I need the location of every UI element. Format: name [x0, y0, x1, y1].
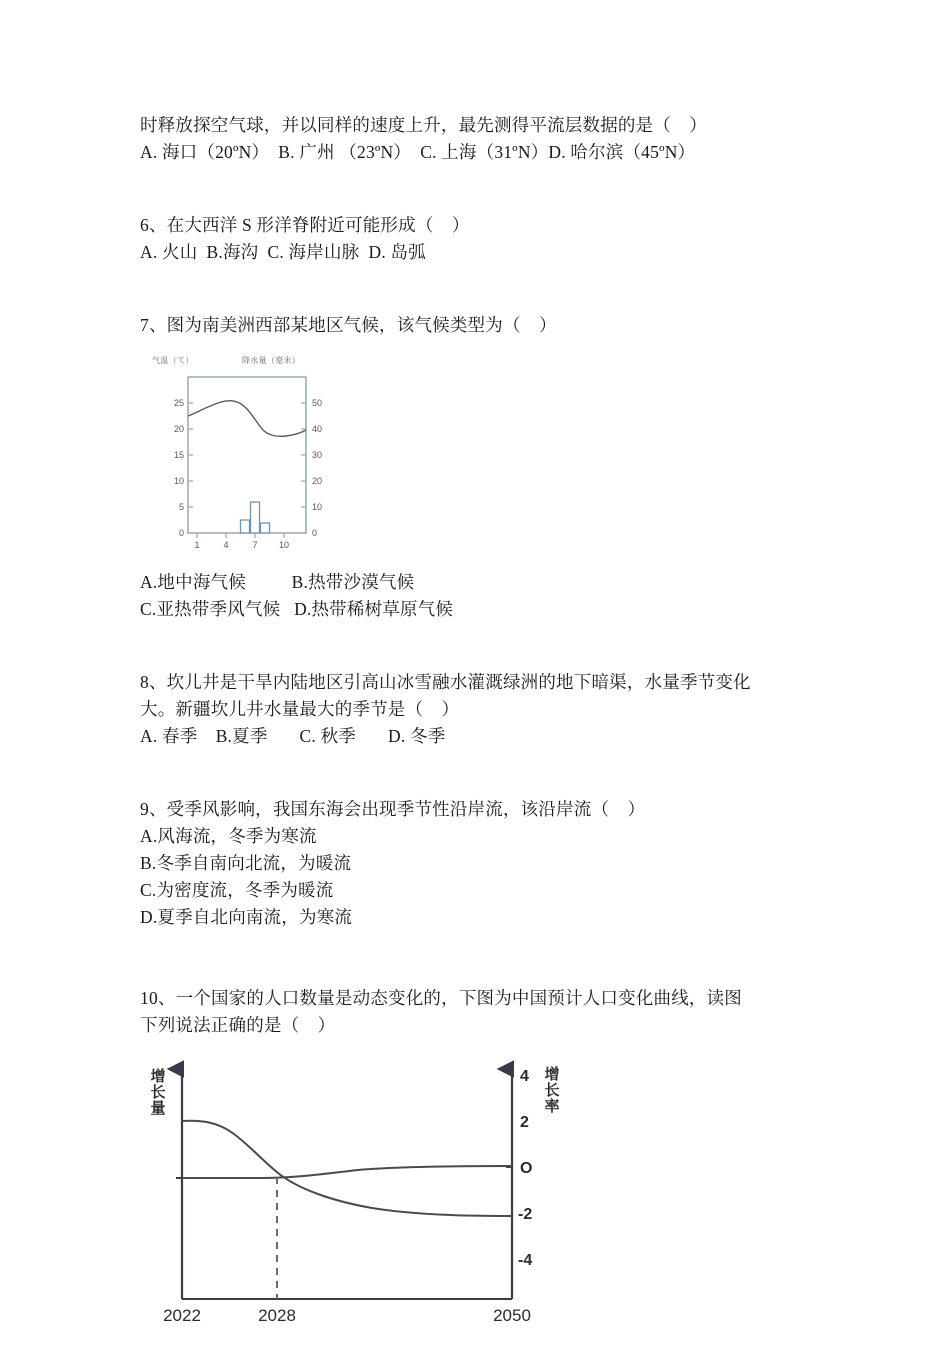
svg-text:25: 25 — [173, 398, 184, 408]
svg-text:-2: -2 — [518, 1206, 533, 1223]
question-stem: 时释放探空气球，并以同样的速度上升，最先测得平流层数据的是（ ） — [140, 115, 707, 135]
svg-text:40: 40 — [312, 424, 323, 434]
document-content — [140, 112, 820, 1345]
svg-text:50: 50 — [312, 398, 323, 408]
svg-text:4: 4 — [520, 1068, 529, 1085]
climate-chart-ylabel: 气温（℃） — [152, 356, 194, 365]
question-options: A. 海口（20ºN） B. 广州 （23ºN） C. 上海（31ºN）D. 哈尔滨（45ºN） — [140, 142, 696, 162]
question-stem: 9、受季风影响，我国东海会出现季节性沿岸流，该沿岸流（ ） — [140, 799, 646, 819]
svg-text:10: 10 — [173, 476, 184, 486]
svg-text:5: 5 — [178, 502, 184, 512]
population-chart-figure — [146, 1053, 576, 1325]
question-stem-line-2: 大。新疆坎儿井水量最大的季节是（ ） — [140, 699, 460, 719]
question-option-a: A.风海流，冬季为寒流 — [140, 826, 317, 846]
svg-text:1: 1 — [194, 540, 200, 550]
svg-text:10: 10 — [278, 540, 290, 550]
question-option-b: B.冬季自南向北流，为暖流 — [140, 853, 352, 873]
question-q9 — [140, 796, 820, 931]
question-q8 — [140, 669, 820, 750]
question-stem-line-1: 8、坎儿井是干旱内陆地区引高山冰雪融水灌溉绿洲的地下暗渠，水量季节变化 — [140, 672, 751, 692]
question-q6 — [140, 212, 820, 266]
svg-text:0: 0 — [312, 528, 318, 538]
svg-text:10: 10 — [312, 502, 323, 512]
svg-text:2: 2 — [520, 1114, 529, 1131]
climate-chart-y2label: 降水量（毫米） — [242, 356, 301, 365]
spacer — [140, 643, 820, 669]
svg-text:20: 20 — [173, 424, 184, 434]
spacer — [140, 553, 820, 569]
spacer — [140, 186, 820, 212]
population-chart-y2label: 增 长 率 — [544, 1066, 560, 1115]
question-q7 — [140, 312, 820, 623]
population-chart-ylabel: 增 长 量 — [150, 1068, 166, 1117]
question-option-d: D.夏季自北向南流，为寒流 — [140, 907, 353, 927]
question-options-line-2: C.亚热带季风气候 D.热带稀树草原气候 — [140, 599, 454, 619]
svg-text:20: 20 — [312, 476, 323, 486]
climate-chart-svg — [146, 355, 346, 553]
question-stem: 7、图为南美洲西部某地区气候，该气候类型为（ ） — [140, 315, 557, 335]
question-q10 — [140, 985, 820, 1325]
svg-text:O: O — [520, 1160, 533, 1177]
question-stem-line-2: 下列说法正确的是（ ） — [140, 1015, 336, 1035]
spacer — [140, 770, 820, 796]
spacer — [140, 951, 820, 985]
svg-text:2050: 2050 — [493, 1306, 531, 1325]
svg-text:4: 4 — [223, 540, 229, 550]
svg-text:-4: -4 — [518, 1252, 533, 1269]
question-stem: 6、在大西洋 S 形洋脊附近可能形成（ ） — [140, 215, 470, 235]
svg-text:15: 15 — [173, 450, 184, 460]
climate-chart-figure — [146, 355, 346, 553]
svg-text:30: 30 — [312, 450, 323, 460]
svg-text:2022: 2022 — [163, 1306, 201, 1325]
question-options: A. 春季 B.夏季 C. 秋季 D. 冬季 — [140, 726, 446, 746]
svg-text:0: 0 — [178, 528, 184, 538]
svg-text:7: 7 — [252, 540, 258, 550]
question-options-line-1: A.地中海气候 B.热带沙漠气候 — [140, 572, 415, 592]
question-q5-continued — [140, 112, 820, 166]
question-stem-line-1: 10、一个国家的人口数量是动态变化的，下图为中国预计人口变化曲线，读图 — [140, 988, 742, 1008]
spacer — [140, 286, 820, 312]
question-option-c: C.为密度流，冬季为暖流 — [140, 880, 334, 900]
population-chart-svg — [146, 1053, 576, 1325]
question-options: A. 火山 B.海沟 C. 海岸山脉 D. 岛弧 — [140, 242, 426, 262]
svg-text:2028: 2028 — [258, 1306, 296, 1325]
